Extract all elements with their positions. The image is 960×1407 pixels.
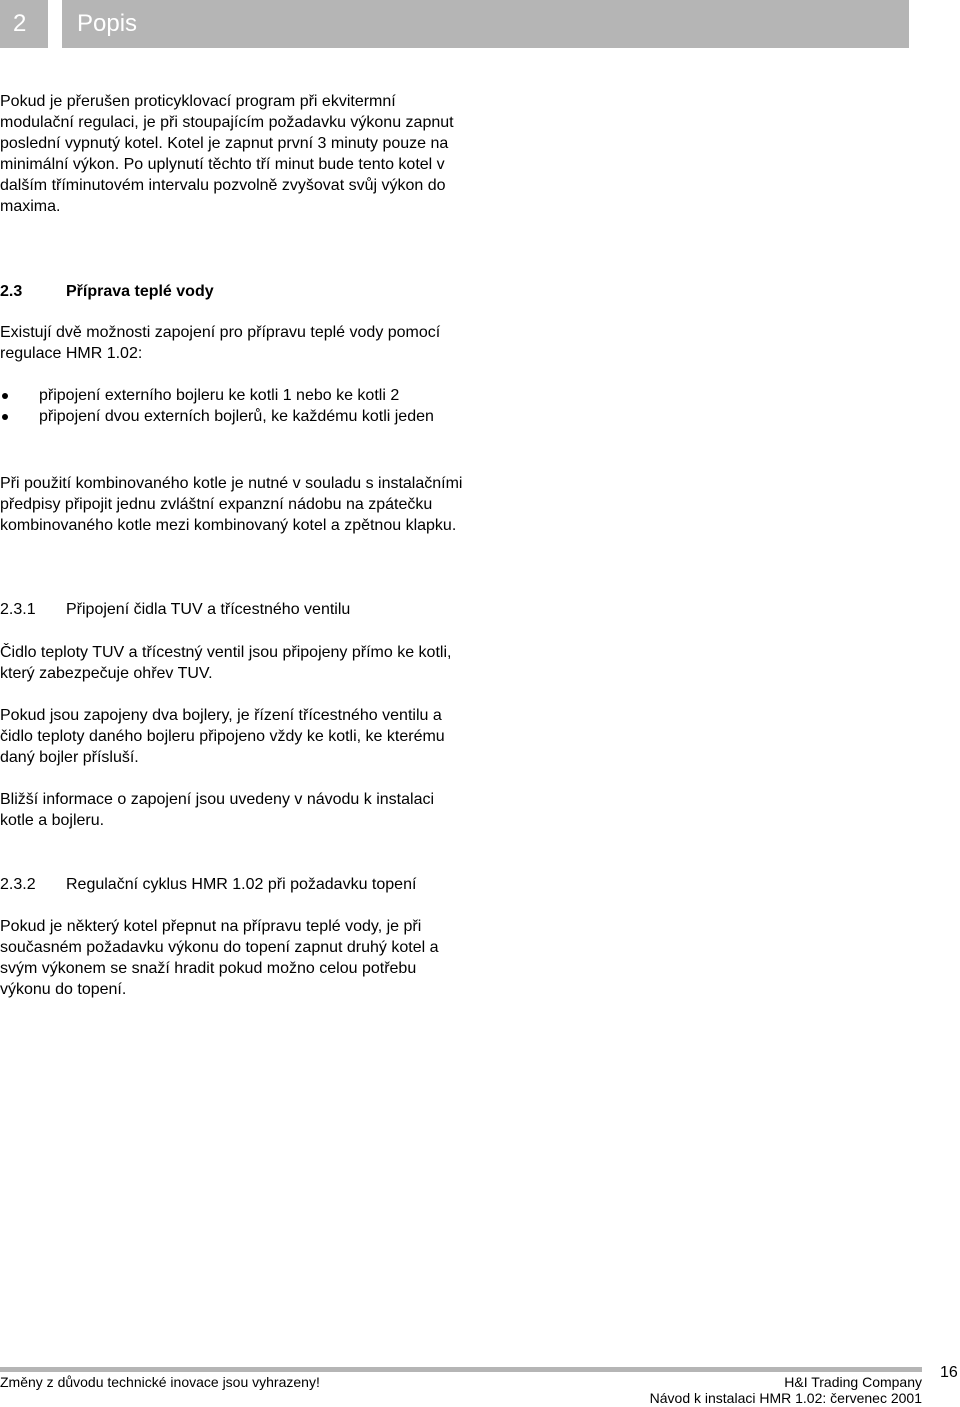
section-number: 2.3.1 <box>0 601 36 618</box>
page-number: 16 <box>940 1364 958 1381</box>
footer-divider <box>0 1367 922 1372</box>
chapter-title-text: Popis <box>77 10 138 37</box>
bullet-icon <box>2 393 8 399</box>
section-2-3-2-heading <box>0 874 416 895</box>
footer-document: Návod k instalaci HMR 1.02: červenec 2001 <box>649 1390 922 1406</box>
chapter-title <box>62 0 909 48</box>
list-item <box>0 406 459 427</box>
section-number: 2.3 <box>0 283 23 300</box>
section-2-3-1-paragraph-1: Čidlo teploty TUV a třícestný ventil jsou připojeny přímo ke kotli, který zabezpečuje ohřev TUV. <box>0 644 452 682</box>
section-2-3-heading <box>0 281 214 302</box>
chapter-number-text: 2 <box>13 10 27 37</box>
bullet-list <box>0 385 469 427</box>
list-item <box>0 385 469 406</box>
section-2-3-2-paragraph-1: Pokud je některý kotel přepnut na přípravu teplé vody, je při současném požadavku výkonu do topení zapnut druhý kotel a svým výkonem se snaží hradit pokud možno celou potřebu výkonu do topení. <box>0 918 439 998</box>
section-number: 2.3.2 <box>0 876 36 893</box>
section-2-3-1-heading <box>0 599 350 620</box>
section-2-3-1-paragraph-2: Pokud jsou zapojeny dva bojlery, je řízení třícestného ventilu a čidlo teploty daného bojleru připojeno vždy ke kotli, ke kterému daný bojler přísluší. <box>0 707 445 766</box>
bullet-icon <box>2 414 8 420</box>
list-item-text: připojení dvou externích bojlerů, ke každému kotli jeden <box>39 408 434 425</box>
intro-paragraph: Pokud je přerušen proticyklovací program při ekvitermní modulační regulaci, je při stoupajícím požadavku výkonu zapnut poslední vypnutý kotel. Kotel je zapnut první 3 minuty pouze na minimální výkon. Po uplynutí těchto tří minut bude tento kotel v dalším tříminutovém intervalu pozvolně zvyšovat svůj výkon do maxima. <box>0 93 454 215</box>
section-2-3-paragraph-1: Existují dvě možnosti zapojení pro přípravu teplé vody pomocí regulace HMR 1.02: <box>0 324 441 362</box>
section-2-3-1-paragraph-3: Bližší informace o zapojení jsou uvedeny v návodu k instalaci kotle a bojleru. <box>0 791 435 829</box>
section-title: Připojení čidla TUV a třícestného ventilu <box>66 601 351 618</box>
footer-disclaimer: Změny z důvodu technické inovace jsou vyhrazeny! <box>0 1374 320 1390</box>
section-2-3-paragraph-2: Při použití kombinovaného kotle je nutné v souladu s instalačními předpisy připojit jednu zvláštní expanzní nádobu na zpátečku kombinovaného kotle mezi kombinovaný kotel a zpětnou klapku. <box>0 475 463 534</box>
chapter-number <box>0 0 48 48</box>
section-title: Regulační cyklus HMR 1.02 při požadavku topení <box>66 876 417 893</box>
section-title: Příprava teplé vody <box>66 283 214 300</box>
list-item-text: připojení externího bojleru ke kotli 1 nebo ke kotli 2 <box>39 387 400 404</box>
footer-company: H&I Trading Company <box>784 1374 922 1390</box>
